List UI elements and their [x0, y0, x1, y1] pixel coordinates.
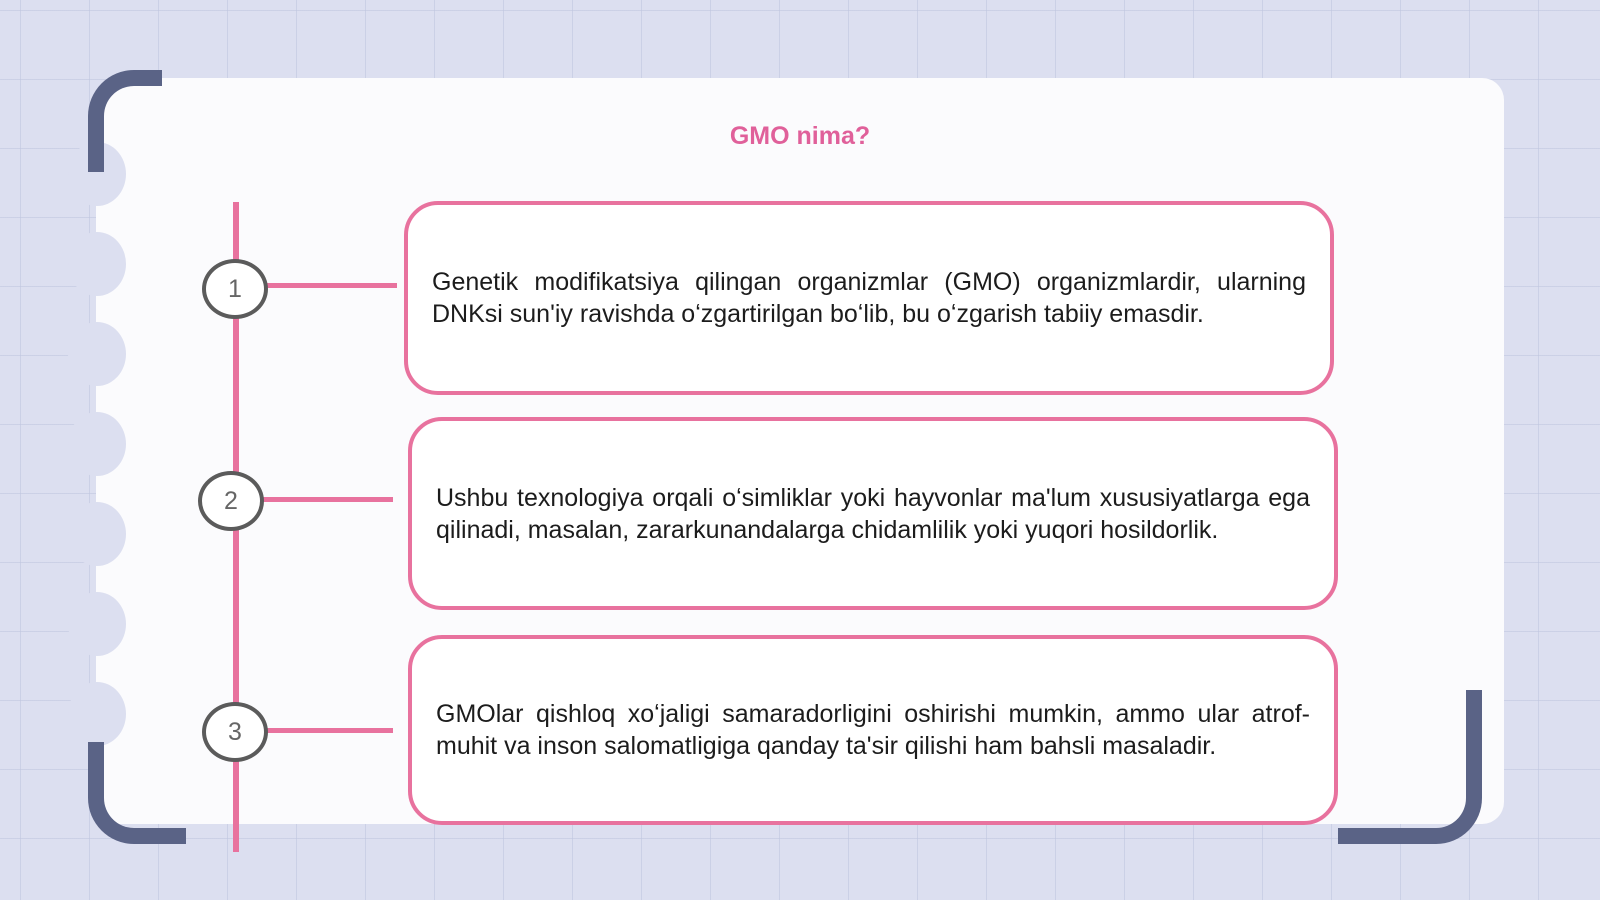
- step-number-3: 3: [202, 702, 268, 762]
- step-number-2: 2: [198, 471, 264, 531]
- timeline-connector: [262, 728, 393, 733]
- card-scallop: [68, 682, 126, 746]
- card-scallop: [68, 232, 126, 296]
- timeline-connector: [262, 283, 397, 288]
- info-text-2: Ushbu texnologiya orqali oʻsimliklar yoki hayvonlar ma'lum xususiyatlarga ega qilinadi, masalan, zararkunandalarga chidamlilik yoki yuqori hosildorlik.: [436, 483, 1310, 544]
- timeline-connector: [258, 497, 393, 502]
- card-scallop: [68, 322, 126, 386]
- corner-bracket-bottom-left: [88, 742, 186, 844]
- info-box-3: [408, 635, 1338, 825]
- card-scallop: [68, 412, 126, 476]
- card-scallop: [68, 502, 126, 566]
- info-box-1: [404, 201, 1334, 395]
- card-scallop: [68, 592, 126, 656]
- corner-bracket-top-left: [88, 70, 162, 172]
- slide-title: GMO nima?: [729, 122, 871, 150]
- info-box-2: [408, 417, 1338, 610]
- step-number-1: 1: [202, 259, 268, 319]
- corner-bracket-bottom-right: [1338, 690, 1482, 844]
- info-text-1: Genetik modifikatsiya qilingan organizmlar (GMO) organizmlardir, ularning DNKsi sun'iy ravishda oʻzgartirilgan boʻlib, bu oʻzgarish tabiiy emasdir.: [432, 268, 1306, 328]
- info-text-3: GMOlar qishloq xoʻjaligi samaradorligini oshirishi mumkin, ammo ular atrof-muhit va inson salomatligiga qanday ta'sir qilishi ham bahsli masaladir.: [436, 700, 1310, 760]
